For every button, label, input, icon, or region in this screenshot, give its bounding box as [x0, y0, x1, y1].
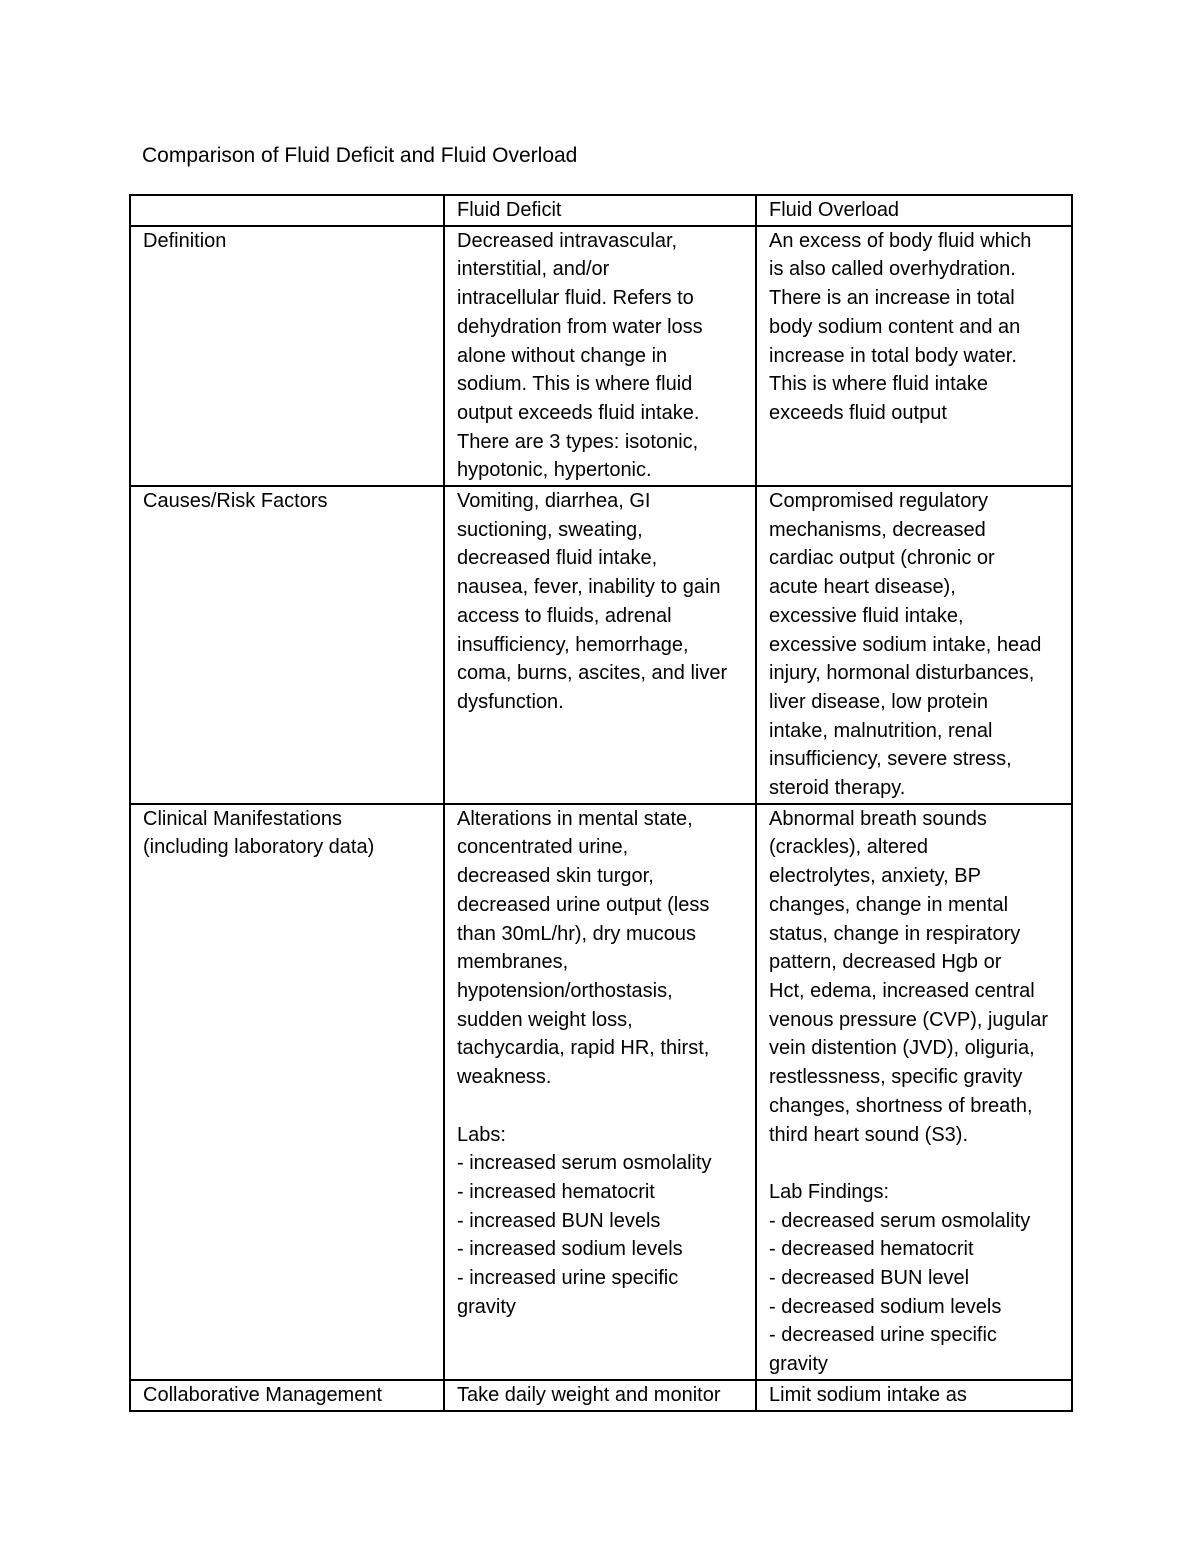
row-label-definition: Definition	[143, 229, 227, 252]
row-label-cell	[130, 1380, 444, 1411]
overload-management-text: Limit sodium intake as	[769, 1383, 967, 1406]
table-row-collaborative-management	[130, 1380, 1072, 1411]
document-title: Comparison of Fluid Deficit and Fluid Overload	[142, 144, 578, 167]
table-header-row	[130, 195, 1072, 226]
row-label-clinical-manifestations: Clinical Manifestations (including laboratory data)	[143, 807, 375, 859]
deficit-cell	[444, 226, 756, 486]
deficit-causes-text: Vomiting, diarrhea, GI suctioning, sweating, decreased fluid intake, nausea, fever, inability to gain access to fluids, adrenal insufficiency, hemorrhage, coma, burns, ascites, and liver dysfunction.	[457, 490, 728, 713]
overload-cell	[756, 486, 1072, 804]
row-label-cell	[130, 486, 444, 804]
row-label-cell	[130, 804, 444, 1380]
header-fluid-overload-text: Fluid Overload	[769, 199, 900, 221]
deficit-cell	[444, 1380, 756, 1411]
header-cell-blank	[130, 195, 444, 226]
comparison-table	[129, 194, 1073, 1412]
table-row-definition	[130, 226, 1072, 486]
overload-cell	[756, 226, 1072, 486]
deficit-definition-text: Decreased intravascular, interstitial, and/or intracellular fluid. Refers to dehydration from water loss alone without change in sodium. This is where fluid output exceeds fluid intake. There are 3 types: isotonic, hypotonic, hypertonic.	[457, 229, 703, 482]
header-cell-fluid-overload	[756, 195, 1072, 226]
deficit-management-text: Take daily weight and monitor	[457, 1383, 721, 1406]
row-label-cell	[130, 226, 444, 486]
overload-cell	[756, 1380, 1072, 1411]
table-row-clinical-manifestations	[130, 804, 1072, 1380]
header-cell-fluid-deficit	[444, 195, 756, 226]
row-label-causes-risk-factors: Causes/Risk Factors	[143, 490, 328, 513]
deficit-clinical-text: Alterations in mental state, concentrated urine, decreased skin turgor, decreased urine output (less than 30mL/hr), dry mucous membranes, hypotension/orthostasis, sudden weight loss, tachycardia, rapid HR, thirst, weakness. Labs: - increased serum osmolality - increased hematocrit - increased BUN levels - increased sodium levels - increased urine specific gravity	[457, 807, 712, 1318]
table-row-causes-risk-factors	[130, 486, 1072, 804]
overload-definition-text: An excess of body fluid which is also called overhydration. There is an increase in total body sodium content and an increase in total body water. This is where fluid intake exceeds fluid output	[769, 229, 1032, 424]
overload-clinical-text: Abnormal breath sounds (crackles), altered electrolytes, anxiety, BP changes, change in mental status, change in respiratory pattern, decreased Hgb or Hct, edema, increased central venous pressure (CVP), jugular vein distention (JVD), oliguria, restlessness, specific gravity changes, shortness of breath, third heart sound (S3). Lab Findings: - decreased serum osmolality - decreased hematocrit - decreased BUN level - decreased sodium levels - decreased urine specific gravity	[769, 807, 1049, 1376]
row-label-collaborative-management: Collaborative Management	[143, 1383, 383, 1406]
header-fluid-deficit-text: Fluid Deficit	[457, 199, 562, 221]
overload-cell	[756, 804, 1072, 1380]
deficit-cell	[444, 486, 756, 804]
deficit-cell	[444, 804, 756, 1380]
overload-causes-text: Compromised regulatory mechanisms, decreased cardiac output (chronic or acute heart disease), excessive fluid intake, excessive sodium intake, head injury, hormonal disturbances, liver disease, low protein intake, malnutrition, renal insufficiency, severe stress, steroid therapy.	[769, 490, 1042, 800]
